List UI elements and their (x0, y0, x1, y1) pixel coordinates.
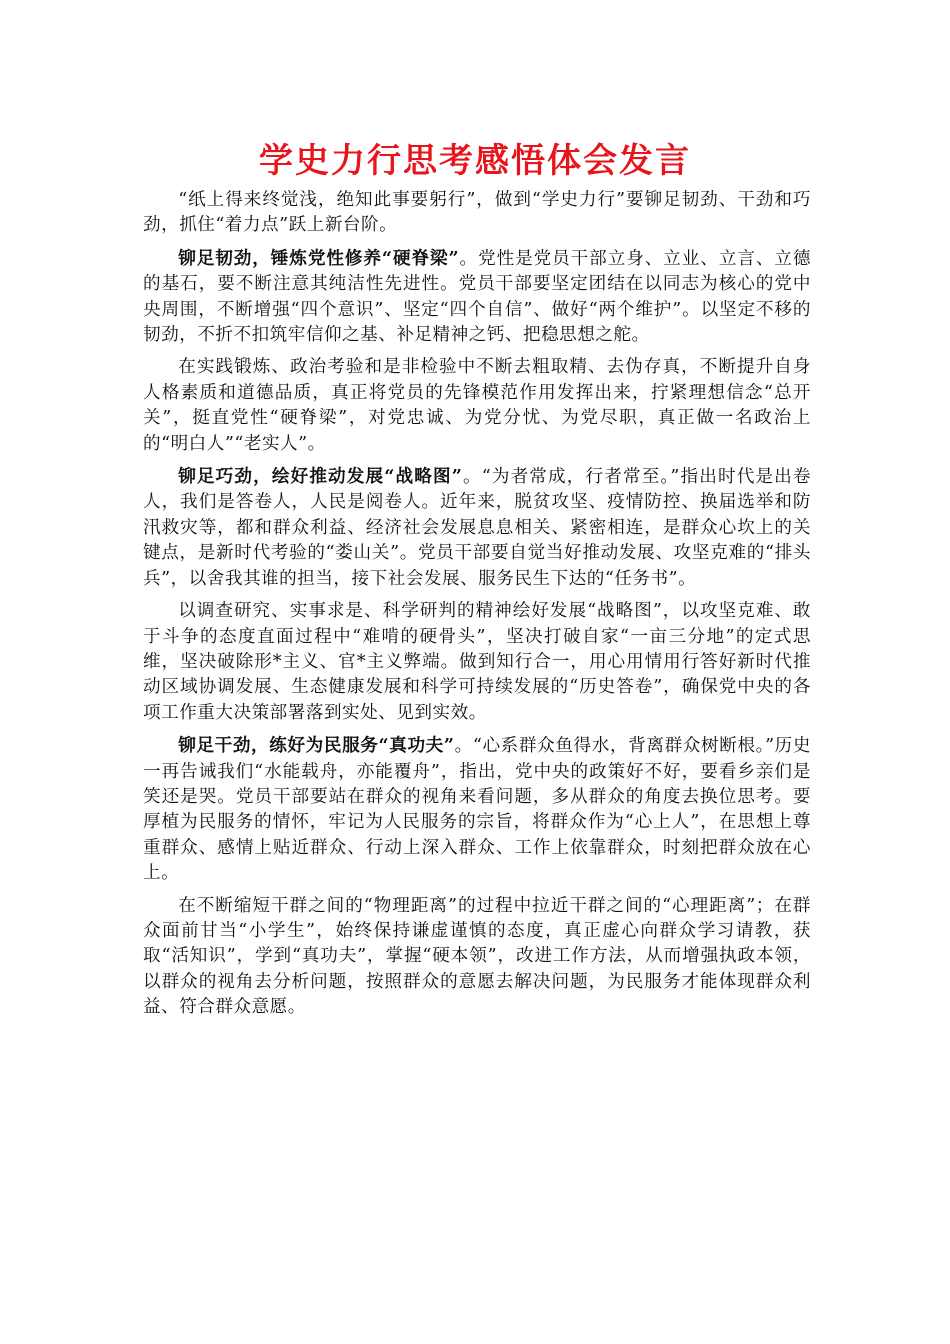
document-title: 学史力行思考感悟体会发言 (259, 141, 691, 181)
paragraph-section-2-detail (143, 599, 811, 726)
paragraph-section-1 (143, 246, 811, 349)
paragraph-text: 。“为者常成，行者常至。”指出时代是出卷人，我们是答卷人，人民是阅卷人。近年来，脱贫攻坚、疫情防控、换届选举和防汛救灾等，都和群众利益、经济社会发展息息相关、紧密相连，是群众心坎上的关键点，是新时代考验的“娄山关”。党员干部要自觉当好推动发展、攻坚克难的“排头兵”，以舍我其谁的担当，接下社会发展、服务民生下达的“任务书”。 (143, 467, 811, 589)
document-body (143, 188, 811, 1028)
section-heading: 铆足韧劲，锤炼党性修养“硬脊梁” (178, 247, 460, 269)
paragraph-text: 在实践锻炼、政治考验和是非检验中不断去粗取精、去伪存真，不断提升自身人格素质和道德品质，真正将党员的先锋模范作用发挥出来，拧紧理想信念“总开关”，挺直党性“硬脊梁”，对党忠诚、为党分忧、为党尽职，真正做一名政治上的“明白人”“老实人”。 (143, 357, 811, 454)
paragraph-section-3-detail (143, 894, 811, 1021)
section-heading: 铆足巧劲，绘好推动发展“战略图” (178, 466, 463, 488)
paragraph-section-2 (143, 464, 811, 592)
paragraph-text: “纸上得来终觉浅，绝知此事要躬行”，做到“学史力行”要铆足韧劲、干劲和巧劲，抓住“着力点”跃上新台阶。 (143, 190, 811, 236)
paragraph-section-1-detail (143, 355, 811, 457)
paragraph-text: 。党性是党员干部立身、立业、立言、立德的基石，要不断注意其纯洁性先进性。党员干部要坚定团结在以同志为核心的党中央周围，不断增强“四个意识”、坚定“四个自信”、做好“两个维护”。以坚定不移的韧劲，不折不扣筑牢信仰之基、补足精神之钙、把稳思想之舵。 (143, 248, 811, 346)
section-heading: 铆足干劲，练好为民服务“真功夫” (178, 735, 455, 757)
paragraph-text: 以调查研究、实事求是、科学研判的精神绘好发展“战略图”，以攻坚克难、敢于斗争的态度直面过程中“难啃的硬骨头”，坚决打破自家“一亩三分地”的定式思维，坚决破除形*主义、官*主义弊端。做到知行合一，用心用情用行答好新时代推动区域协调发展、生态健康发展和科学可持续发展的“历史答卷”，确保党中央的各项工作重大决策部署落到实处、见到实效。 (143, 601, 811, 723)
paragraph-section-3 (143, 733, 811, 886)
paragraph-text: 。“心系群众鱼得水，背离群众树断根。”历史一再告诫我们“水能载舟，亦能覆舟”，指出，党中央的政策好不好，要看乡亲们是笑还是哭。党员干部要站在群众的视角来看问题，多从群众的角度去换位思考。要厚植为民服务的情怀，牢记为人民服务的宗旨，将群众作为“心上人”，在思想上尊重群众、感情上贴近群众、行动上深入群众、工作上依靠群众，时刻把群众放在心上。 (143, 736, 811, 884)
paragraph-text: 在不断缩短干群之间的“物理距离”的过程中拉近干群之间的“心理距离”；在群众面前甘当“小学生”，始终保持谦虚谨慎的态度，真正虚心向群众学习请教，获取“活知识”，学到“真功夫”，掌握“硬本领”，改进工作方法，从而增强执政本领，以群众的视角去分析问题，按照群众的意愿去解决问题，为民服务才能体现群众利益、符合群众意愿。 (143, 895, 811, 1018)
paragraph-intro (143, 188, 811, 239)
